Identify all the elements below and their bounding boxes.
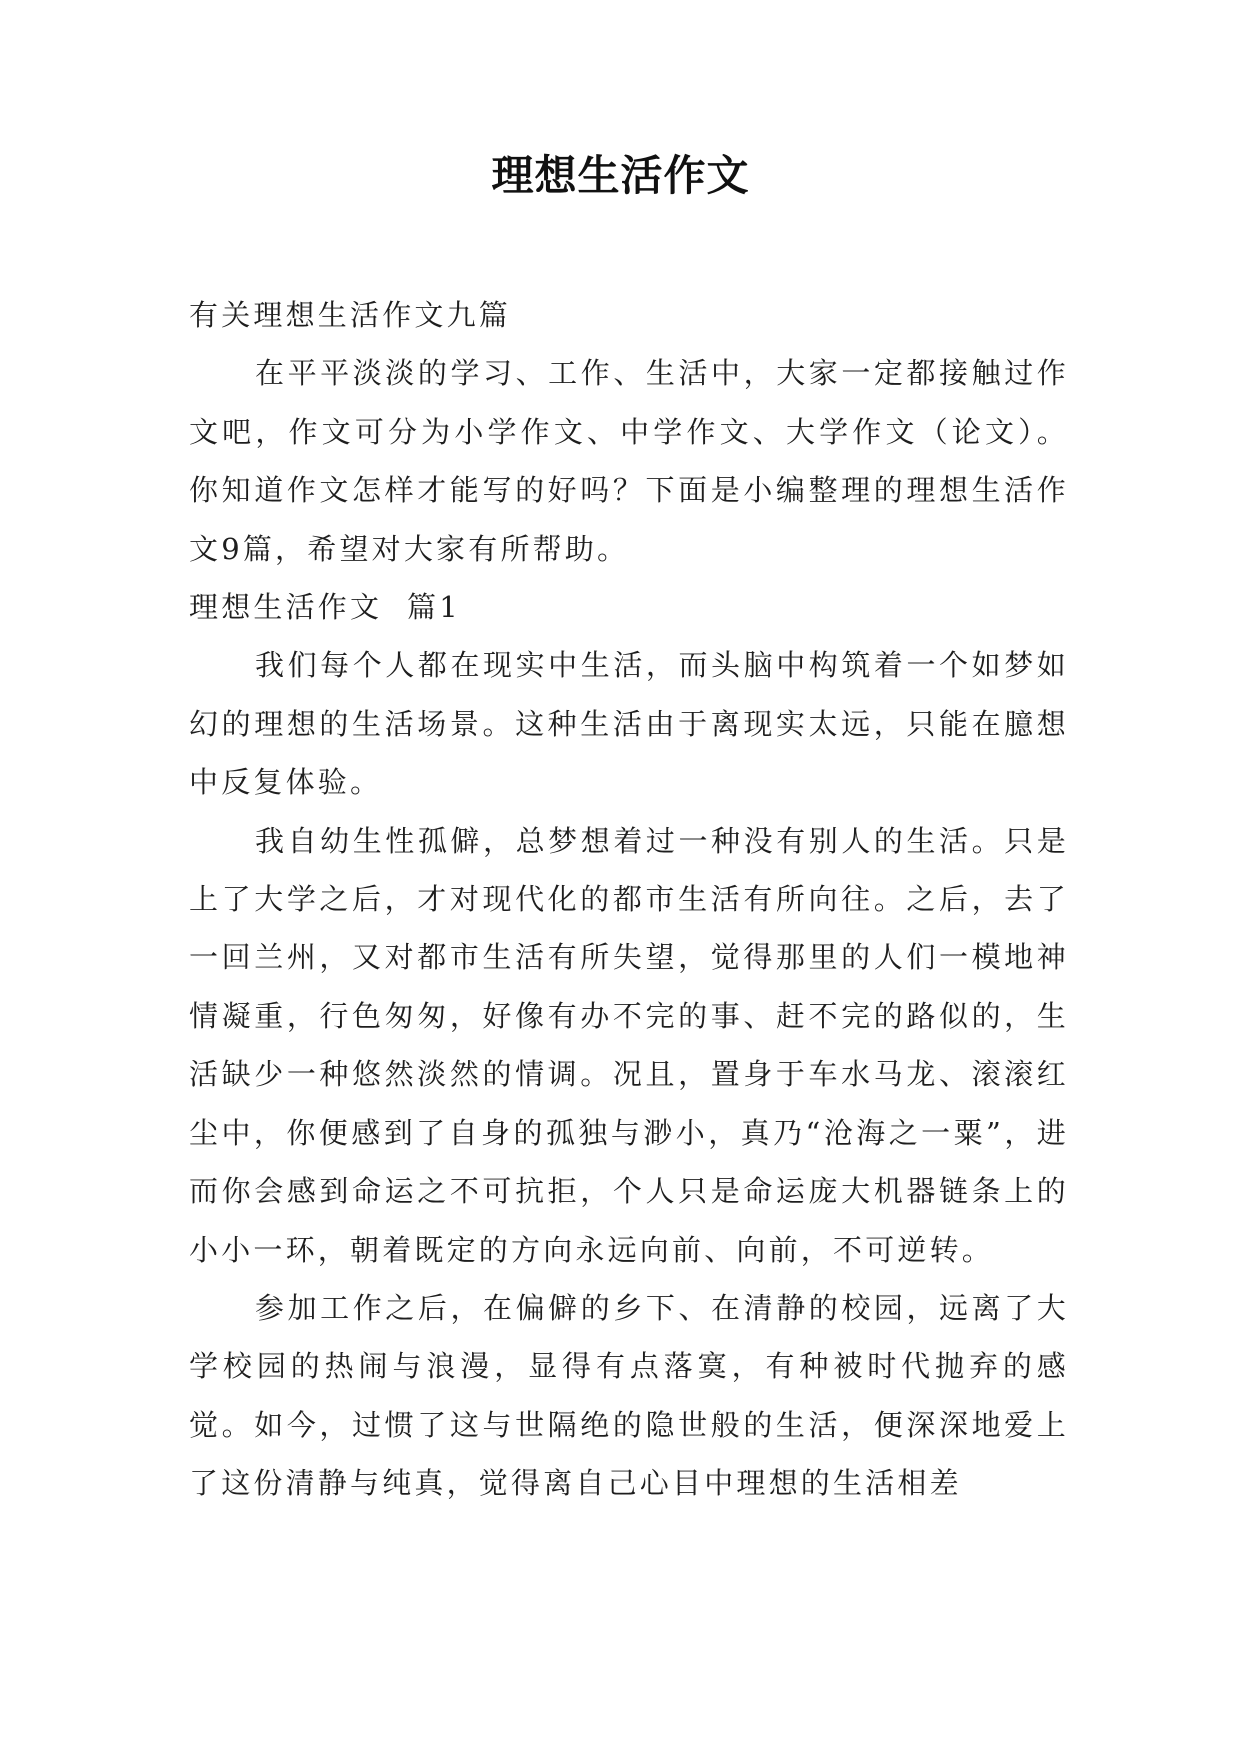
page-title: 理想生活作文 — [491, 151, 750, 200]
intro-paragraph: 在平平淡淡的学习、工作、生活中，大家一定都接触过作文吧，作文可分为小学作文、中学作文、大学作文（论文）。你知道作文怎样才能写的好吗？下面是小编整理的理想生活作文9篇，希望对大家有所帮助。 — [189, 356, 1069, 566]
paragraph: 我自幼生性孤僻，总梦想着过一种没有别人的生活。只是上了大学之后，才对现代化的都市生活有所向往。之后，去了一回兰州，又对都市生活有所失望，觉得那里的人们一模地神情凝重，行色匆匆，好像有办不完的事、赶不完的路似的，生活缺少一种悠然淡然的情调。况且，置身于车水马龙、滚滚红尘中，你便感到了自身的孤独与渺小，真乃“沧海之一粟”，进而你会感到命运之不可抗拒，个人只是命运庞大机器链条上的小小一环，朝着既定的方向永远向前、向前，不可逆转。 — [189, 823, 1069, 1267]
document-body — [189, 286, 1069, 1513]
section-heading: 理想生活作文 篇1 — [189, 590, 461, 625]
paragraph: 我们每个人都在现实中生活，而头脑中构筑着一个如梦如幻的理想的生活场景。这种生活由于离现实太远，只能在臆想中反复体验。 — [189, 648, 1069, 800]
paragraph: 参加工作之后，在偏僻的乡下、在清静的校园，远离了大学校园的热闹与浪漫，显得有点落寞，有种被时代抛弃的感觉。如今，过惯了这与世隔绝的隐世般的生活，便深深地爱上了这份清静与纯真，觉得离自己心目中理想的生活相差 — [189, 1290, 1069, 1501]
subtitle: 有关理想生活作文九篇 — [189, 298, 512, 332]
